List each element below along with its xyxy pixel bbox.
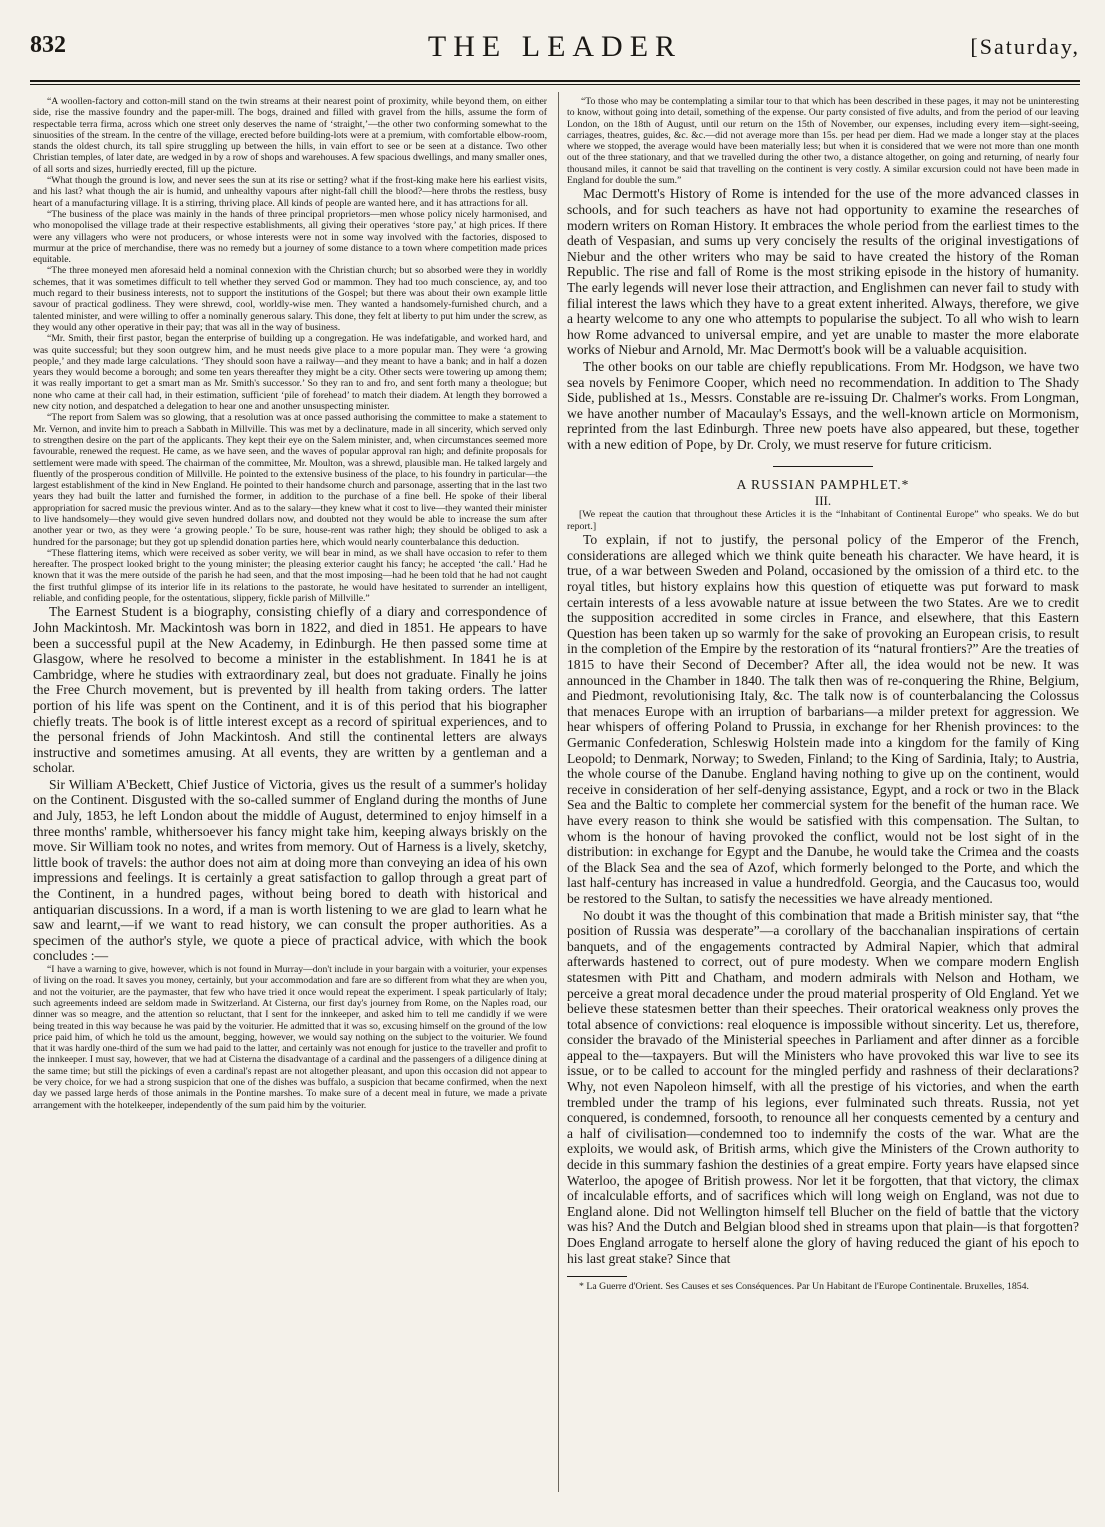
quoted-paragraph: “These flattering items, which were received as sober verity, we will bear in mind, as we shall have occasion to refer to them hereafter. The prospect looked bright to the young minister; the pleasing exterior caught his fancy; he accepted ‘the call.’ Had he known that it was the mere outside of the parish he had seen, and that the most imposing—had he been told that he had not caught the first truthful glimpse of its interior life in its relations to the pastorate, he would have hesitated to surrender an intelligent, reliable, and confiding people, for the ostentatious, slippery, fickle parish of Millville.” [33,547,547,605]
right-column [567,96,1079,1496]
quoted-paragraph: “The three moneyed men aforesaid held a nominal connexion with the Christian church; but so absorbed were they in worldly schemes, that it was sometimes difficult to tell whether they served God or mammon. They had too much conscience, ay, and too much regard to their business interests, not to support the institutions of the Gospel; but there was about their own example little savour of practical godliness. They were shrewd, cool, worldly-wise men. They wanted a handsomely-furnished church, and a talented minister, and were willing to offer a nominally generous salary. This done, they felt at liberty to put him under the screw, as they would any other operative in their pay; that was all in the way of business. [33,265,547,333]
footnote: * La Guerre d'Orient. Ses Causes et ses Conséquences. Par Un Habitant de l'Europe Continentale. Bruxelles, 1854. [579,1281,1029,1293]
article-part-number: III. [814,493,832,509]
review-paragraph-earnest-student: The Earnest Student is a biography, consisting chiefly of a diary and correspondence of John Mackintosh. Mr. Mackintosh was born in 1822, and died in 1851. He appears to have been a successful pupil at the New Academy, in Edinburgh. He then passed some time at Glasgow, where he resolved to become a minister in the establishment. In 1841 he is at Cambridge, where he studies with extraordinary zeal, but does not graduate. Finally he joins the Free Church movement, but is prevented by ill health from taking orders. The latter portion of his life was spent on the Continent, and it is of this period that his biographer chiefly treats. The book is of little interest except as a record of spiritual experiences, and to the personal friends of John Mackintosh. And still the continental letters are always instructive and sometimes amusing. At all events, they are written by a gentleman and a scholar. [33,604,547,776]
review-paragraph-republications: The other books on our table are chiefly republications. From Mr. Hodgson, we have two sea novels by Fenimore Cooper, which need no recommendation. In addition to The Shady Side, published at 1s., Messrs. Constable are re-issuing Dr. Chalmer's works. From Longman, we have another number of Macaulay's Essays, and the well-known article on Mormonism, reprinted from the last Edinburgh. Three new poets have also appeared, but these, together with a new edition of Pope, by Dr. Croly, we must reserve for future criticism. [567,358,1079,452]
review-paragraph-history-of-rome: Mac Dermott's History of Rome is intended for the use of the more advanced classes in schools, and for such teachers as have not had opportunity to examine the researches of modern writers on Roman History. It embraces the whole period from the earliest times to the death of Vespasian, and sums up very concisely the results of the original investigations of Niebur and the other writers who may be said to have created the history of the Roman Republic. The rise and fall of Rome is the most striking episode in the history of humanity. The early legends will never lose their attraction, and Englishmen can never fail to study with filial interest the laws which they have to a great extent inherited. Always, therefore, we give a hearty welcome to any one who attempts to popularise the subject. To all who wish to learn how Rome advanced to universal empire, and yet are unable to master the more elaborate works of Niebur and Arnold, Mr. Mac Dermott's book will be a valuable acquisition. [567,186,1079,358]
quoted-paragraph: “The business of the place was mainly in the hands of three principal proprietors—men whose policy nicely harmonised, and who monopolised the village trade at their respective establishments, all giving their operatives ‘store pay,’ at high prices. If there were any villagers who were not producers, or whose interests were not in some way involved with the factories, disposed to murmur at the price of merchandise, there was no remedy but a journey of some distance to a town where competition made prices equitable. [33,208,547,266]
page-number: 832 [30,32,66,58]
footnote-rule [567,1276,627,1277]
section-divider [773,466,873,467]
newspaper-title: THE LEADER [427,30,683,63]
article-paragraph: No doubt it was the thought of this combination that made a British minister say, that “the position of Russia was desperate”—a corollary of the bacchanalian inspirations of certain banquets, and of the engagements contracted by Admiral Napier, which that admiral afterwards hastened to correct, out of pure modesty. When we compare modern English statesmen with Pitt and Chatham, and modern admirals with Nelson and Hotham, we perceive a great moral decadence under the proud material prosperity of Old England. Yet we believe these statesmen better than their speeches. Their oratorical weakness only proves the total absence of convictions: real eloquence is impossible without sincerity. Let us, therefore, consider the bravado of the Ministerial speeches in Parliament and after dinner as a forcible appeal to the—taxpayers. But will the Ministers who have provoked this war live to see its issue, or to be called to account for the mingled perfidy and rashness of their declarations? Why, not even Napoleon himself, with all the prestige of his victories, and when the earth trembled under the tramp of his legions, ever fulminated such threats. Russia, not yet conquered, is condemned, forsooth, to renounce all her conquests cemented by a century and a half of civilisation—condemned too to indemnify the costs of the war. What are the exploits, we would ask, of British arms, which give the Ministers of the Crown authority to decide in this summary fashion the destinies of a great empire. Forty years have elapsed since Waterloo, the apogee of British prowess. Nor let it be forgotten, that that victory, the climax of incalculable efforts, and of sacrifices which will long weigh on England, was not due to England alone. Did not Wellington himself tell Blucher on the field of battle that the victory was his? And the Dutch and Belgian blood shed in streams upon that plain—is that forgotten? Does England arrogate to herself alone the glory of having reduced the giant of his epoch to his last great stake? Since that [567,907,1079,1266]
issue-day: [Saturday, [970,34,1080,59]
review-paragraph-out-of-harness: Sir William A'Beckett, Chief Justice of Victoria, gives us the result of a summer's holiday on the Continent. Disgusted with the so-called summer of England during the months of June and July, 1853, he left London about the middle of August, determined to enjoy himself in a three months' ramble, whithersoever his fancy might take him, keeping always briskly on the move. Sir William took no notes, and writes from memory. Out of Harness is a lively, sketchy, little book of travels: the author does not aim at doing more than conveying an idea of his own impressions and feelings. It is certainly a great satisfaction to gallop through a great part of the Continent, in a hundred pages, without being bored to death with historical and antiquarian discussions. In a word, if a man is worth listening to we are glad to learn what he saw and learnt,—if we want to read history, we can consult the proper authorities. As a specimen of the author's style, we quote a piece of practical advice, with which the book concludes :— [33,776,547,964]
article-heading: A RUSSIAN PAMPHLET.* [736,477,910,493]
column-divider [558,92,559,1492]
editorial-notice: [We repeat the caution that throughout these Articles it is the “Inhabitant of Continental Europe” who speaks. We do but report.] [567,509,1079,532]
quoted-paragraph: “What though the ground is low, and never sees the sun at its rise or setting? what if the frost-king make here his earliest visits, and his last? what though the air is humid, and unhealthy vapours after night-fall chill the blood?—here throbs the restless, busy heart of a manufacturing village. It is a stirring, thriving place. All kinds of people are wanted here, and it has attractions for all. [33,175,547,209]
quoted-paragraph: “A woollen-factory and cotton-mill stand on the twin streams at their nearest point of proximity, while beyond them, on either side, rise the massive foundry and the paper-mill. The bogs, drained and filled with gravel from the hills, assume the form of respectable terra firma, across which one street only deserves the name of ‘straight,’—the other two conforming somewhat to the sinuosities of the stream. In the centre of the village, erected before building-lots were at a premium, with comfortable elbow-room, stands the oldest church, its tall spire struggling up between the hills, in vain effort to see or be seen at a distance. Two other Christian temples, of later date, are wedged in by a row of shops and warehouses. A few spacious dwellings, and many smaller ones, of all sorts and sizes, hurriedly erected, fill up the picture. [33,96,547,175]
masthead-rule-thin [30,84,1080,85]
quoted-paragraph: “The report from Salem was so glowing, that a resolution was at once passed authorising the committee to make a statement to Mr. Vernon, and invite him to preach a Sabbath in Millville. This was met by a declinature, made in all sincerity, which served only to strengthen desire on the part of the applicants. They kept their eye on the Salem minister, and, when circumstances seemed more favourable, renewed the request. He came, as we have seen, and the waves of popular approval ran high; and definite proposals for settlement were made with speed. The chairman of the committee, Mr. Moulton, was a shrewd, plausible man. He talked largely and fluently of the prosperous condition of Millville. He pointed to the extensive business of the place, to his foundry in particular—the largest establishment of the kind in New England. He pointed to their handsome church and parsonage, asserting that in the last two years they had built the latter and furnished the former, in addition to the purchase of a fine bell. He spoke of their liberal appropriation for sacred music the previous winter. And as to the salary—they knew what it cost to live—they wanted their minister to live handsomely—they would give seven hundred dollars now, and doubted not they would be able to increase the sum after another year or two, as they were ‘a growing people.’ To be sure, house-rent was rather high; they should be obliged to ask a hundred for the parsonage; but they got up splendid donation parties here, which would nearly counterbalance this deduction. [33,412,547,548]
quoted-paragraph: “Mr. Smith, their first pastor, began the enterprise of building up a congregation. He was indefatigable, and worked hard, and was quite successful; but they soon outgrew him, and he must needs give place to a more popular man. They were ‘a growing people,’ and they made large calculations. ‘They should soon have a railway—and they meant to have a bank; and in half a dozen years they would become a borough; and some ten years thereafter they might be a city. Other sects were towering up among them; it was really important to get a smart man as Mr. Smith's successor.’ So they ran to and fro, and sent forth many a theologue; but none who came at their call had, in their estimation, sufficient ‘pile of forehead’ to match their diadem. At length they borrowed a new city notion, and despatched a delegation to hear one and another unsuspecting minister. [33,333,547,413]
left-column [33,96,547,1488]
masthead-rule [30,80,1080,82]
masthead [30,32,1080,74]
quoted-paragraph: “To those who may be contemplating a similar tour to that which has been described in these pages, it may not be uninteresting to know, without going into detail, something of the expense. Our party consisted of five adults, and from the period of our leaving London, on the 18th of August, until our return on the 15th of November, our expenses, including every item—sight-seeing, carriages, theatres, guides, &c. &c.—did not average more than 15s. per head per diem. Had we made a longer stay at the places where we stopped, the average would have been materially less; but when it is considered that we were not more than one month out of the three stationary, and that we travelled during the other two, a distance altogether, on going and returning, of nearly four thousand miles, it cannot be said that travelling on the continent is very costly. A similar excursion could not have been made in England for double the sum.” [567,96,1079,187]
quoted-paragraph: “I have a warning to give, however, which is not found in Murray—don't include in your bargain with a voiturier, your expenses of living on the road. It saves you money, certainly, but your accommodation and fare are so different from what they are when you, and not the voiturier, are the paymaster, that few who have tried it once would repeat the experiment. I speak particularly of Italy; such agreements indeed are seldom made in Switzerland. At Cisterna, our first day's journey from Rome, on the Naples road, our dinner was so meagre, and the attention so reluctant, that I sent for the innkeeper, and asked him to tell me candidly if we were being treated in this way because he was paid by the voiturier. He admitted that it was so, excusing himself on the ground of the low price paid him, of which he told us the amount, begging, however, we would say nothing on the subject to the voiturier. We found that it was hardly one-third of the sum we had paid to the latter, and certainly was not enough for justice to the traveller and profit to the innkeeper. I must say, however, that we had at Cisterna the disadvantage of a cardinal and the passengers of a diligence dining at the same time; but still the pickings of even a cardinal's repast are not altogether pleasant, and upon this occasion did not appear to be very choice, for we had a strong suspicion that one of the dishes was buffalo, a suspicion that became confirmed, when the next day we passed large herds of those animals in the Pontine marshes. To make sure of a decent meal in future, we made a private arrangement with the hotelkeeper, independently of the sum paid him by the voiturier. [33,964,547,1111]
article-paragraph: To explain, if not to justify, the personal policy of the Emperor of the French, considerations are alleged which we think quite beneath his character. We have heard, it is true, of a war between Sweden and Poland, occasioned by the omission of a third etc. to the royal titles, but history explains how this question of etiquette was put forward to mask certain interests of a less avowable nature at issue between the two States. Are we to credit the supposition accredited in some circles in France, and elsewhere, that this Eastern Question has been taken up so warmly for the sake of provoking an European crisis, to result in the completion of the Empire by the restoration of its “natural frontiers?” Are the treaties of 1815 to have their Second of December? After all, the idea would not be new. It was announced in the Chamber in 1840. The talk then was of re-conquering the Rhine, Belgium, and Piedmont, revolutionising Italy, &c. The talk now is of counterbalancing the Colossus that menaces Europe with an irruption of barbarians—a milder pretext for aggression. We hear whispers of offering Poland to Prussia, in exchange for her Rhenish provinces: to the Germanic Confederation, Schleswig Holstein made into a kingdom for the family of King Leopold; to Denmark, Norway; to Sweden, Finland; to the King of Sardinia, Italy; to Austria, the whole course of the Danube. England having nothing to give up on the continent, would receive in consideration of her self-denying assistance, Egypt, and a rock or two in the Black Sea and the Baltic to complete her commercial system for the benefit of the human race. We have every reason to think she would be satisfied with this compensation. The Sultan, to whom is the honour of having provoked the conflict, would not be lost sight of in the distribution: in exchange for Egypt and the Danube, he would take the Crimea and the coasts of the Black Sea and the sea of Azof, which formerly belonged to the Porte, and which the last half-century has increased in value a hundredfold. Georgia, and the Caucasus too, would be restored to the Sultan, to satisfy the necessities we have already mentioned. [567,532,1079,906]
